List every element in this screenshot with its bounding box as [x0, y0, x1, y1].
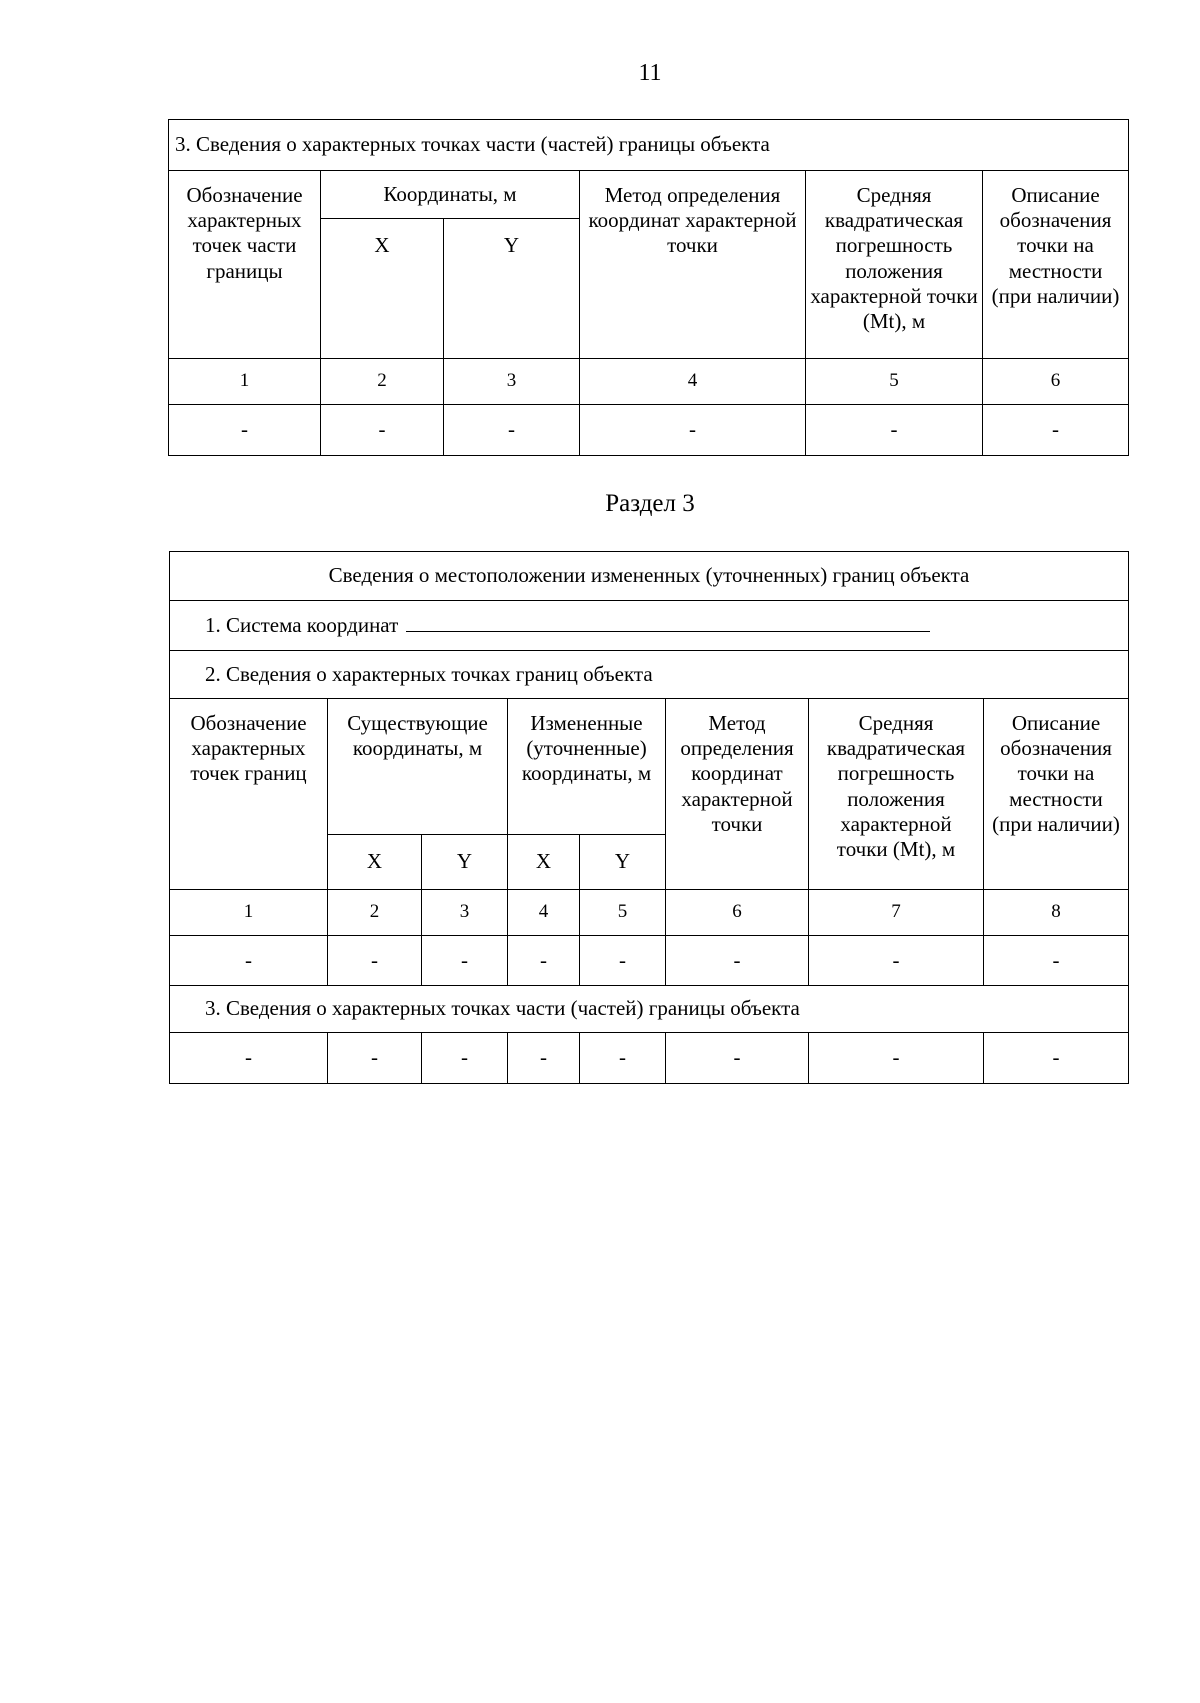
header-method: Метод определения координат характерной точки [580, 171, 806, 359]
table-row [170, 936, 1129, 986]
header-coordinates: Координаты, м [321, 171, 580, 219]
table-cell: - [666, 936, 809, 986]
column-number: 1 [170, 890, 328, 936]
table-cell: - [580, 936, 666, 986]
column-numbers-row [170, 890, 1129, 936]
table-cell: - [984, 1033, 1129, 1084]
part-boundary-points-table [168, 119, 1129, 456]
header-x: X [321, 219, 444, 359]
table-cell: - [169, 405, 321, 456]
table-cell: - [328, 936, 422, 986]
table-cell: - [508, 936, 580, 986]
column-number: 1 [169, 359, 321, 405]
header-changed-coordinates: Измененные (уточненные) координаты, м [508, 699, 666, 835]
header-designation: Обозначение характерных точек границ [170, 699, 328, 890]
table-cell: - [321, 405, 444, 456]
header-error: Средняя квадратическая погрешность положения характерной точки (Mt), м [806, 171, 983, 359]
page-number: 11 [638, 60, 662, 86]
table-cell: - [422, 1033, 508, 1084]
column-number: 3 [444, 359, 580, 405]
table-cell: - [508, 1033, 580, 1084]
part-caption: 3. Сведения о характерных точках части (частей) границы объекта [170, 986, 1129, 1033]
coordinate-system-blank-line [406, 613, 930, 632]
column-number: 3 [422, 890, 508, 936]
column-number: 5 [580, 890, 666, 936]
header-existing-coordinates: Существующие координаты, м [328, 699, 508, 835]
points-caption: 2. Сведения о характерных точках границ объекта [170, 651, 1129, 699]
column-number: 2 [328, 890, 422, 936]
table-cell: - [422, 936, 508, 986]
header-x-changed: X [508, 835, 580, 890]
column-number: 5 [806, 359, 983, 405]
table-cell: - [328, 1033, 422, 1084]
table-cell: - [580, 405, 806, 456]
table-row [169, 405, 1129, 456]
table-cell: - [983, 405, 1129, 456]
table-cell: - [580, 1033, 666, 1084]
table-cell: - [809, 936, 984, 986]
table-cell: - [806, 405, 983, 456]
table-cell: - [444, 405, 580, 456]
changed-boundaries-table [169, 551, 1129, 1084]
column-number: 6 [666, 890, 809, 936]
column-numbers-row [169, 359, 1129, 405]
table-cell: - [809, 1033, 984, 1084]
header-designation: Обозначение характерных точек части границы [169, 171, 321, 359]
coordinate-system-label: 1. Система координат [205, 612, 399, 637]
header-description: Описание обозначения точки на местности (при наличии) [983, 171, 1129, 359]
header-y-changed: Y [580, 835, 666, 890]
table-row [170, 1033, 1129, 1084]
header-method: Метод определения координат характерной точки [666, 699, 809, 890]
coordinate-system-row [170, 601, 1129, 651]
column-number: 6 [983, 359, 1129, 405]
table-title: Сведения о местоположении измененных (уточненных) границ объекта [170, 552, 1129, 601]
table-cell: - [984, 936, 1129, 986]
header-description: Описание обозначения точки на местности (при наличии) [984, 699, 1129, 890]
column-number: 8 [984, 890, 1129, 936]
header-y-existing: Y [422, 835, 508, 890]
table-caption: 3. Сведения о характерных точках части (частей) границы объекта [169, 120, 1129, 171]
column-number: 4 [508, 890, 580, 936]
table-cell: - [170, 1033, 328, 1084]
table-cell: - [666, 1033, 809, 1084]
table-cell: - [170, 936, 328, 986]
section-title: Раздел 3 [605, 490, 695, 517]
header-error: Средняя квадратическая погрешность положения характерной точки (Mt), м [809, 699, 984, 890]
header-x-existing: X [328, 835, 422, 890]
column-number: 7 [809, 890, 984, 936]
column-number: 2 [321, 359, 444, 405]
header-y: Y [444, 219, 580, 359]
column-number: 4 [580, 359, 806, 405]
